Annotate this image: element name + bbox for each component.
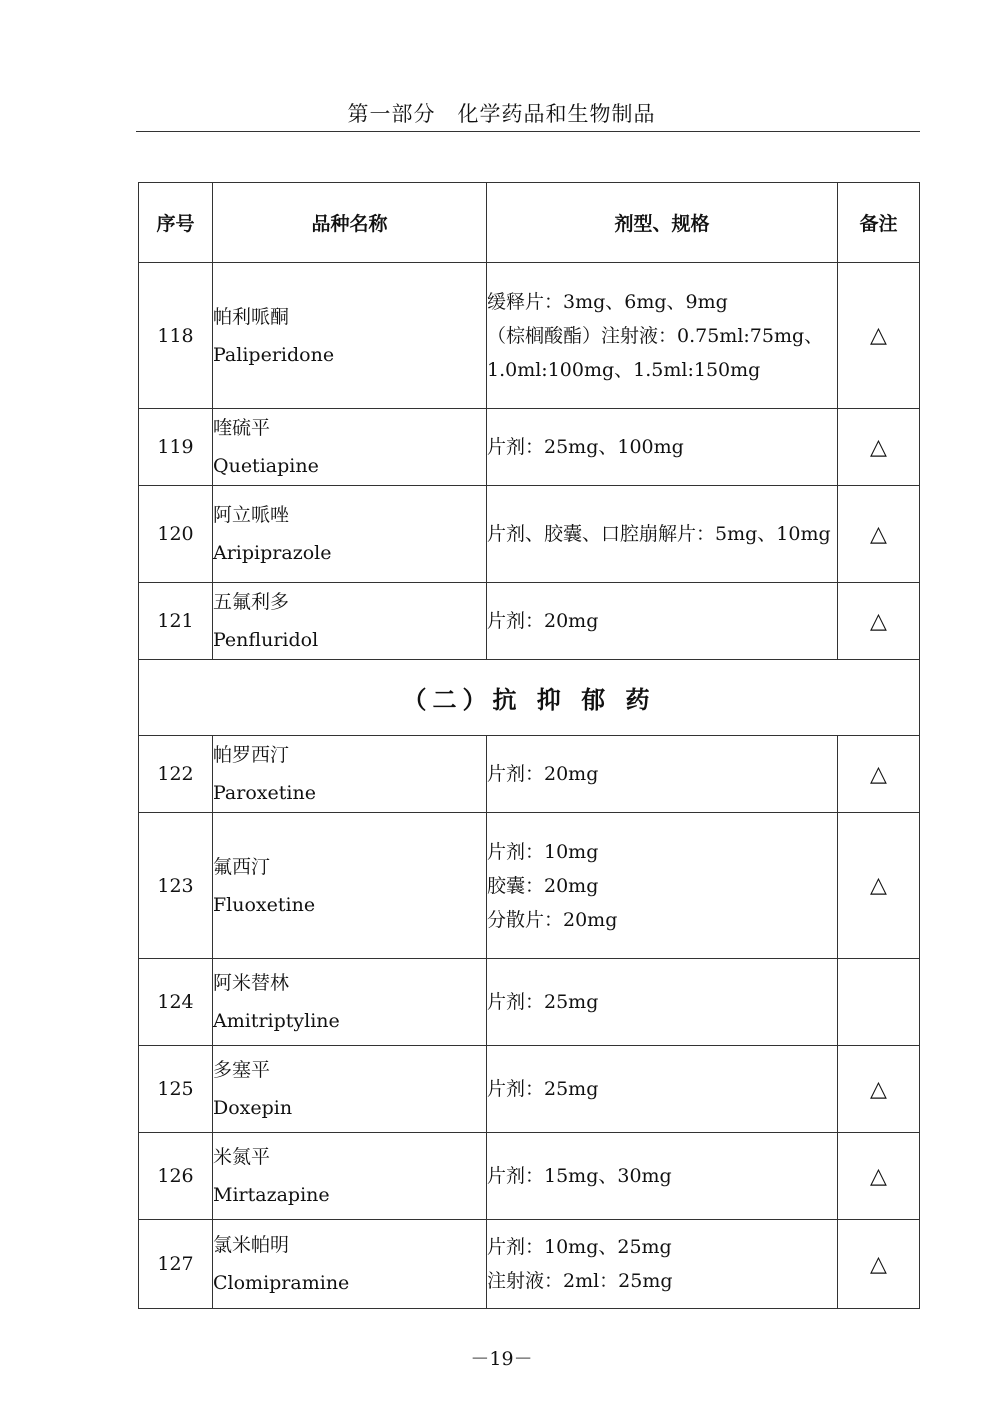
dosage-spec-cell <box>487 736 838 813</box>
dosage-spec-line: 分散片：20mg <box>487 908 618 931</box>
row-number: 125 <box>139 1046 213 1133</box>
note-triangle-icon: △ <box>838 1046 920 1133</box>
table-row <box>139 263 920 409</box>
table-row <box>139 1220 920 1309</box>
drug-name-cn: 五氟利多 <box>213 591 290 613</box>
row-number: 124 <box>139 959 213 1046</box>
drug-name-cn: 帕罗西汀 <box>213 744 290 766</box>
drug-name-cell <box>213 813 487 959</box>
column-header-spec: 剂型、规格 <box>487 183 838 263</box>
dosage-spec-cell <box>487 1046 838 1133</box>
drug-name-en: Aripiprazole <box>213 542 332 564</box>
drug-name-cell <box>213 583 487 660</box>
table-row <box>139 1133 920 1220</box>
drug-name-cn: 帕利哌酮 <box>213 305 290 328</box>
dosage-spec-line: 片剂：20mg <box>487 610 599 632</box>
dosage-spec-line: 片剂：25mg <box>487 1078 599 1100</box>
dosage-spec-cell <box>487 409 838 486</box>
drug-name-cn: 阿米替林 <box>213 972 290 994</box>
drug-name-cell <box>213 1220 487 1309</box>
table-body-a <box>139 263 920 660</box>
page-number: －19－ <box>470 1348 533 1370</box>
dosage-spec-line: 片剂、胶囊、口腔崩解片：5mg、10mg <box>487 523 831 545</box>
table-row <box>139 959 920 1046</box>
note-triangle-icon: △ <box>838 263 920 409</box>
table-row <box>139 736 920 813</box>
drug-name-cell <box>213 959 487 1046</box>
table-row <box>139 583 920 660</box>
note-triangle-icon: △ <box>838 486 920 583</box>
drug-name-en: Paroxetine <box>213 782 316 804</box>
table-body-b <box>139 736 920 1309</box>
row-number: 126 <box>139 1133 213 1220</box>
drug-name-cn: 米氮平 <box>213 1146 271 1168</box>
note-triangle-icon: △ <box>838 736 920 813</box>
row-number: 122 <box>139 736 213 813</box>
row-number: 118 <box>139 263 213 409</box>
dosage-spec-cell <box>487 1133 838 1220</box>
dosage-spec-cell <box>487 263 838 409</box>
drug-name-cn: 氟西汀 <box>213 855 271 878</box>
row-number: 120 <box>139 486 213 583</box>
dosage-spec-line: 片剂：10mg <box>487 840 599 863</box>
table-row <box>139 1046 920 1133</box>
dosage-spec-line: 片剂：15mg、30mg <box>487 1165 672 1187</box>
section-title: （二）抗 抑 郁 药 <box>139 660 920 736</box>
table-header-row <box>139 183 920 263</box>
table-row <box>139 813 920 959</box>
dosage-spec-line: 片剂：25mg <box>487 991 599 1013</box>
drug-name-cn: 喹硫平 <box>213 417 271 439</box>
dosage-spec-line: 片剂：20mg <box>487 763 599 785</box>
table-row <box>139 486 920 583</box>
row-number: 127 <box>139 1220 213 1309</box>
column-header-no: 序号 <box>139 183 213 263</box>
note-triangle-icon: △ <box>838 1220 920 1309</box>
drug-name-cn: 氯米帕明 <box>213 1234 290 1256</box>
dosage-spec-cell <box>487 813 838 959</box>
table-row <box>139 409 920 486</box>
drug-name-en: Mirtazapine <box>213 1184 330 1206</box>
dosage-spec-cell <box>487 486 838 583</box>
dosage-spec-line: 缓释片：3mg、6mg、9mg <box>487 290 728 313</box>
dosage-spec-cell <box>487 1220 838 1309</box>
column-header-name: 品种名称 <box>213 183 487 263</box>
row-number: 119 <box>139 409 213 486</box>
running-header: 第一部分 化学药品和生物制品 <box>347 102 656 126</box>
drug-name-en: Paliperidone <box>213 343 335 366</box>
drug-name-en: Penfluridol <box>213 629 319 651</box>
section-row <box>139 660 920 736</box>
dosage-spec-line: 胶囊：20mg <box>487 874 599 897</box>
drug-name-cn: 阿立哌唑 <box>213 504 290 526</box>
dosage-spec-line: 片剂：10mg、25mg <box>487 1236 672 1258</box>
drug-name-en: Amitriptyline <box>213 1010 340 1032</box>
dosage-spec-line: 片剂：25mg、100mg <box>487 436 684 458</box>
header-rule <box>136 131 920 132</box>
drug-name-cn: 多塞平 <box>213 1059 271 1081</box>
drug-name-cell <box>213 736 487 813</box>
drug-name-cell <box>213 1046 487 1133</box>
note-triangle-icon <box>838 959 920 1046</box>
note-triangle-icon: △ <box>838 583 920 660</box>
column-header-note: 备注 <box>838 183 920 263</box>
drug-name-cell <box>213 486 487 583</box>
note-triangle-icon: △ <box>838 813 920 959</box>
drug-table <box>138 182 920 1309</box>
drug-name-en: Doxepin <box>213 1097 293 1119</box>
drug-name-cell <box>213 263 487 409</box>
drug-name-cell <box>213 409 487 486</box>
dosage-spec-line: （棕榈酸酯）注射液：0.75ml:75mg、1.0ml:100mg、1.5ml:150mg <box>487 324 824 381</box>
note-triangle-icon: △ <box>838 409 920 486</box>
drug-name-en: Quetiapine <box>213 455 319 477</box>
dosage-spec-cell <box>487 583 838 660</box>
drug-name-cell <box>213 1133 487 1220</box>
drug-name-en: Clomipramine <box>213 1272 350 1294</box>
row-number: 123 <box>139 813 213 959</box>
dosage-spec-line: 注射液：2ml：25mg <box>487 1270 673 1292</box>
dosage-spec-cell <box>487 959 838 1046</box>
row-number: 121 <box>139 583 213 660</box>
note-triangle-icon: △ <box>838 1133 920 1220</box>
drug-name-en: Fluoxetine <box>213 893 316 916</box>
